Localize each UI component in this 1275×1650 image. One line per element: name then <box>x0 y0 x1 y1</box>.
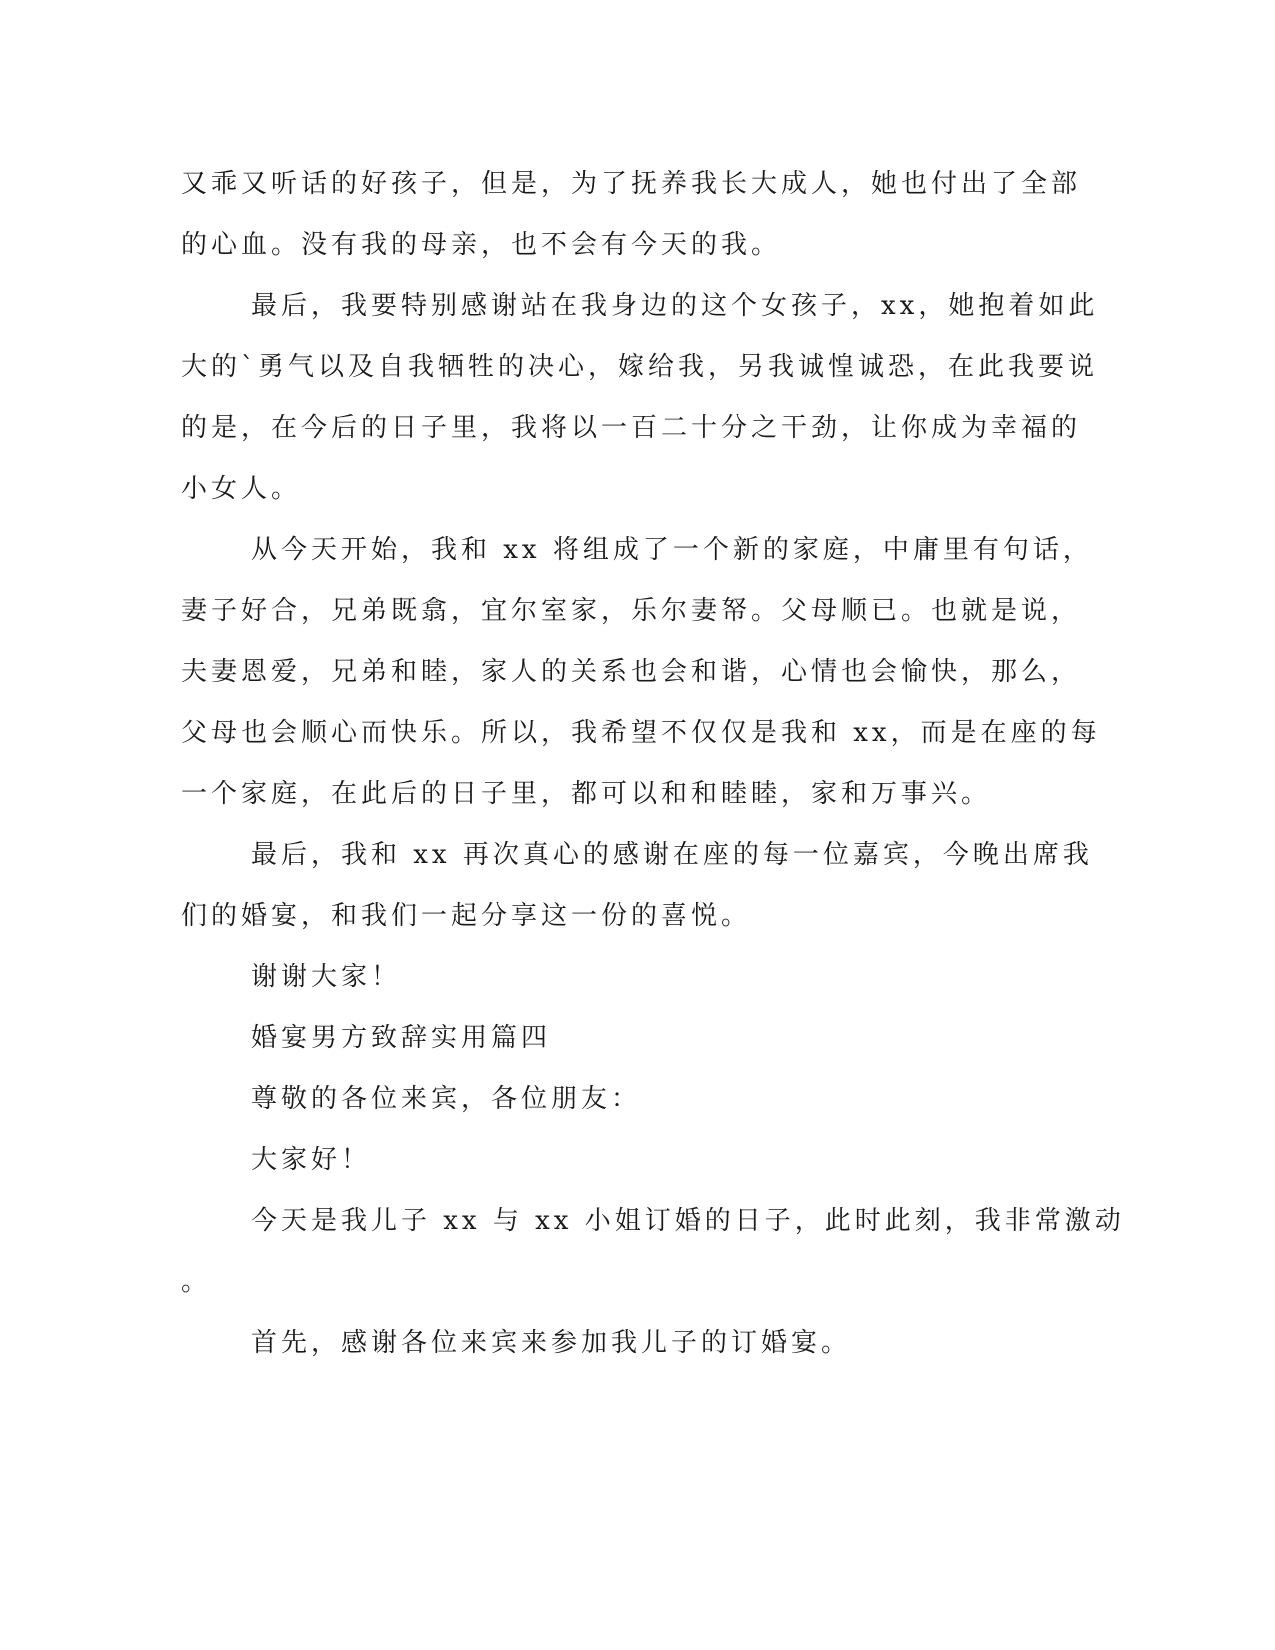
text-line: 妻子好合，兄弟既翕，宜尔室家，乐尔妻帑。父母顺已。也就是说， <box>181 596 1082 626</box>
text-line: 最后，我和 xx 再次真心的感谢在座的每一位嘉宾，今晚出席我 <box>251 840 1093 870</box>
text-line: 首先，感谢各位来宾来参加我儿子的订婚宴。 <box>251 1328 852 1358</box>
text-line: 。 <box>181 1267 212 1297</box>
text-line: 最后，我要特别感谢站在我身边的这个女孩子，xx，她抱着如此 <box>251 291 1099 321</box>
text-line: 大的`勇气以及自我牺牲的决心，嫁给我，另我诚惶诚恐，在此我要说 <box>181 352 1099 382</box>
text-line: 今天是我儿子 xx 与 xx 小姐订婚的日子，此时此刻，我非常激动 <box>251 1206 1125 1236</box>
section-heading: 婚宴男方致辞实用篇四 <box>251 1023 552 1053</box>
text-line: 一个家庭，在此后的日子里，都可以和和睦睦，家和万事兴。 <box>181 779 992 809</box>
document-body <box>181 154 1125 1374</box>
text-line: 们的婚宴，和我们一起分享这一份的喜悦。 <box>181 901 752 931</box>
text-line: 夫妻恩爱，兄弟和睦，家人的关系也会和谐，心情也会愉快，那么， <box>181 657 1082 687</box>
text-line: 的是，在今后的日子里，我将以一百二十分之干劲，让你成为幸福的 <box>181 413 1082 443</box>
text-line: 谢谢大家！ <box>251 962 402 992</box>
text-line: 小女人。 <box>181 474 302 504</box>
text-line: 的心血。没有我的母亲，也不会有今天的我。 <box>181 230 782 260</box>
text-line: 尊敬的各位来宾，各位朋友： <box>251 1084 642 1114</box>
text-line: 从今天开始，我和 xx 将组成了一个新的家庭，中庸里有句话， <box>251 535 1093 565</box>
text-line: 又乖又听话的好孩子，但是，为了抚养我长大成人，她也付出了全部 <box>181 169 1082 199</box>
text-line: 大家好！ <box>251 1145 372 1175</box>
text-line: 父母也会顺心而快乐。所以，我希望不仅仅是我和 xx，而是在座的每 <box>181 718 1101 748</box>
